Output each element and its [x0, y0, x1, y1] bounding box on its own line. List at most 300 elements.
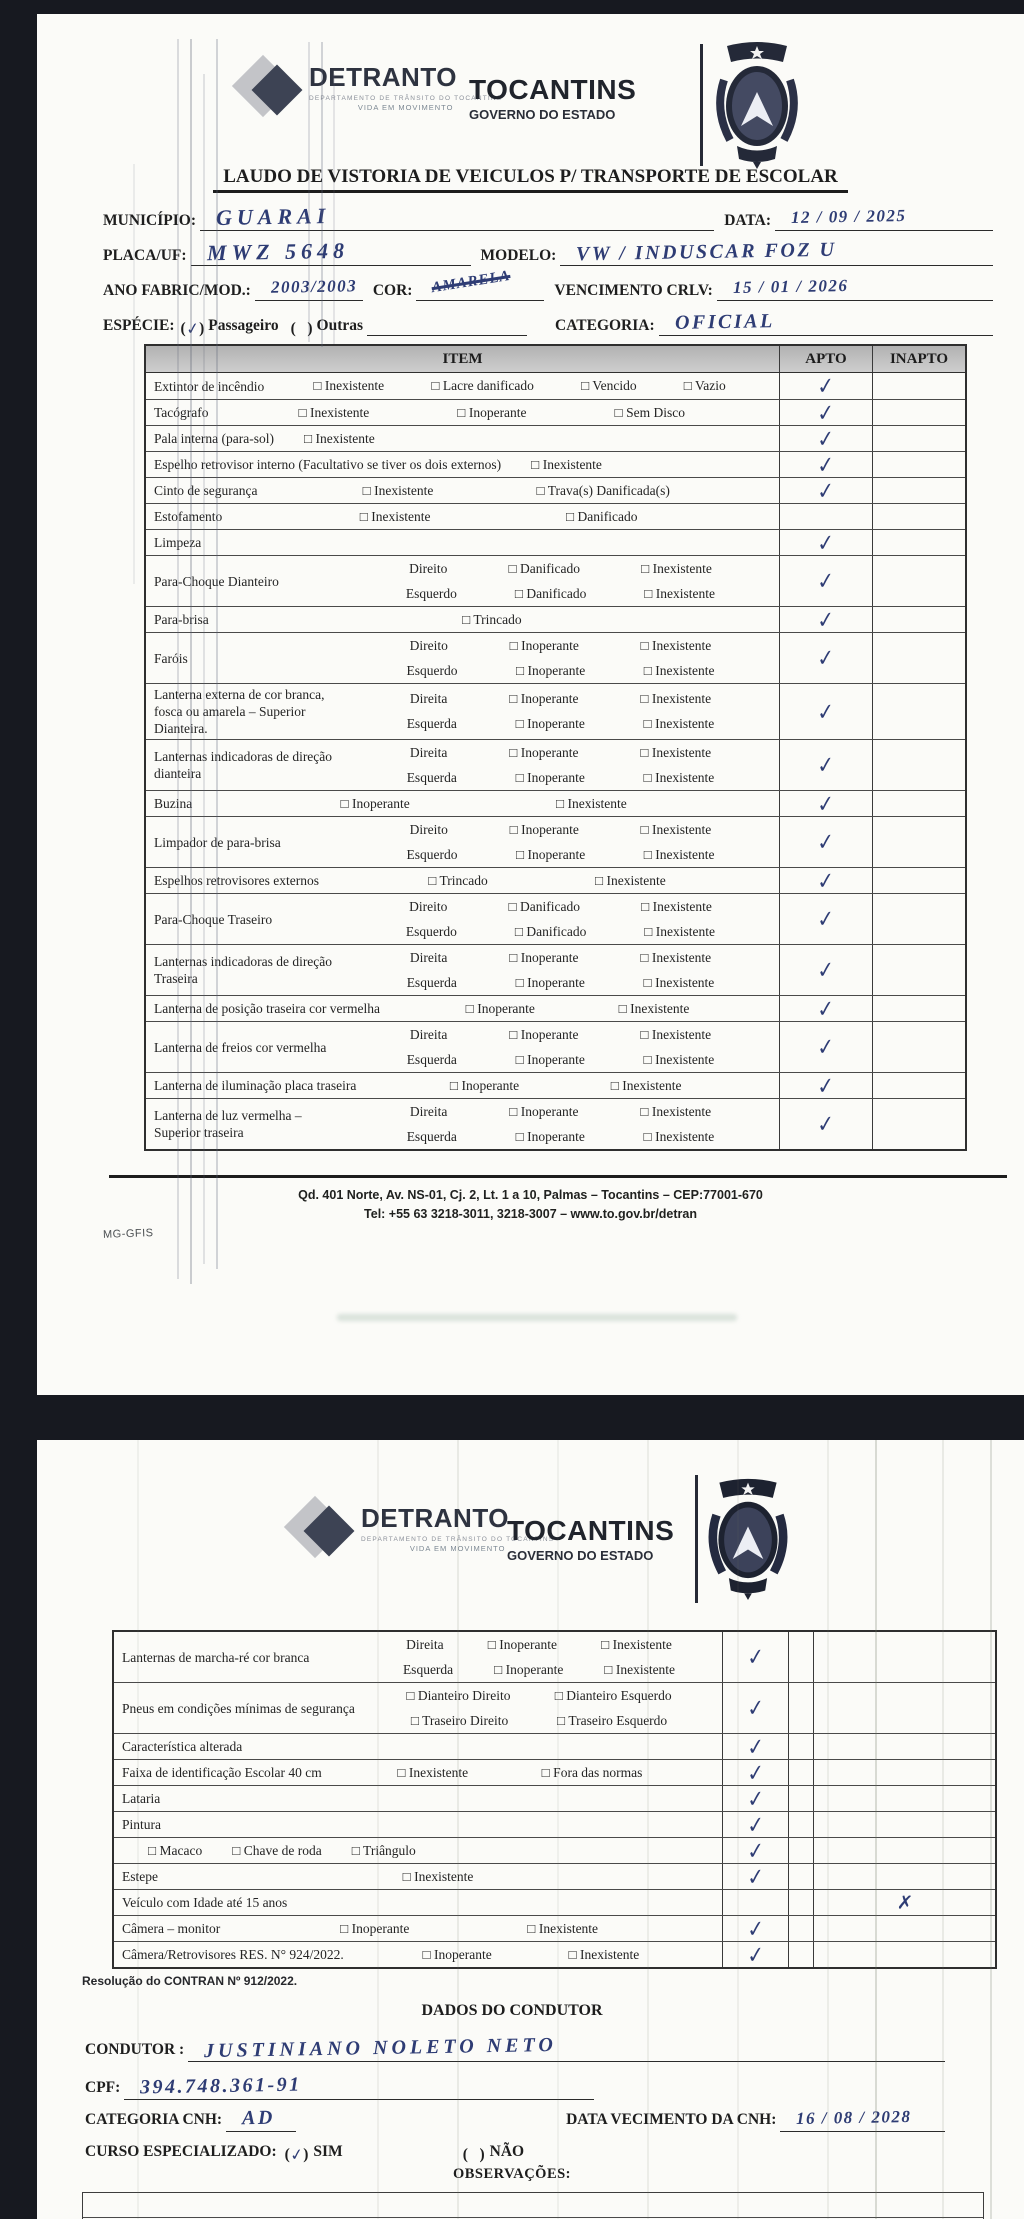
item-options: [266, 374, 773, 399]
option: Direita: [409, 949, 448, 965]
inapto-cell: [813, 1864, 995, 1889]
option-line: [348, 556, 773, 581]
document-page-2: [37, 1440, 1024, 2219]
option: □ Inoperante: [509, 1103, 579, 1119]
inapto-cell: [872, 426, 965, 451]
page1-header: [37, 36, 1024, 186]
option: □ Inexistente: [640, 691, 712, 706]
categoria-cnh-value: AD: [226, 2105, 296, 2132]
item-cell: [146, 400, 779, 425]
item-label: Tacógrafo: [154, 405, 209, 420]
item-options: [348, 817, 773, 867]
spacer-cell: [788, 1890, 813, 1915]
inapto-cell: [872, 791, 965, 816]
inspection-table-page2: [112, 1630, 997, 1969]
option: □ Inexistente: [644, 923, 716, 939]
inapto-cell: [872, 1099, 965, 1149]
check-mark: ✓: [746, 1810, 765, 1839]
document-page-1: [37, 14, 1024, 1395]
spacer-cell: [788, 1683, 813, 1733]
scan-smudge: [337, 1314, 737, 1321]
item-options: [348, 945, 773, 995]
table-row: [114, 1785, 995, 1811]
apto-cell: [722, 1632, 788, 1682]
option: □ Traseiro Direito: [410, 1712, 509, 1728]
option: □ Danificado: [514, 923, 587, 939]
driver-section-title: DADOS DO CONDUTOR: [421, 2002, 603, 2019]
option: □ Dianteiro Esquerdo: [554, 1687, 672, 1703]
check-mark: ✓: [816, 528, 836, 557]
column-header: APTO: [779, 346, 872, 372]
check-mark: ✓: [816, 1071, 836, 1100]
option: □ Inexistente: [594, 872, 666, 888]
option: □ Inexistente: [402, 1868, 474, 1884]
option: Direito: [409, 560, 448, 576]
item-label: Pala interna (para-sol): [154, 431, 274, 446]
especie-outras-line: [367, 309, 527, 336]
item-cell: [114, 1786, 722, 1811]
item-cell: [114, 1632, 722, 1682]
option: Direita: [406, 1636, 444, 1652]
apto-cell: [779, 791, 872, 816]
option: Esquerdo: [405, 585, 457, 601]
option: Esquerda: [406, 1051, 457, 1067]
apto-cell: [779, 478, 872, 503]
spacer-cell: [788, 1916, 813, 1941]
option: □ Inexistente: [643, 769, 715, 785]
item-label: Lanterna de posição traseira cor vermelha: [154, 1001, 381, 1016]
ano-value: 2003/2003: [255, 274, 363, 301]
option: □ Danificado: [514, 585, 587, 601]
apto-cell: [779, 868, 872, 893]
vencimento-crlv-value: 15 / 01 / 2026: [717, 274, 993, 301]
check-mark: ✓: [746, 1643, 765, 1671]
option-line: [348, 740, 773, 765]
option: □ Inexistente: [303, 430, 375, 446]
option-line: [348, 945, 773, 970]
spacer-cell: [788, 1864, 813, 1889]
option: □ Inexistente: [359, 508, 431, 524]
item-cell: [146, 740, 779, 790]
option: Direito: [409, 637, 448, 653]
field-row-cpf: [85, 2070, 955, 2100]
option: Direita: [409, 1026, 448, 1042]
option-line: [259, 478, 773, 503]
option: Esquerda: [406, 974, 457, 990]
apto-cell: [722, 1838, 788, 1863]
spacer-cell: [788, 1760, 813, 1785]
option: □ Inoperante: [487, 1636, 557, 1652]
inapto-cell: [813, 1786, 995, 1811]
inapto-cell: [872, 945, 965, 995]
option: □ Inexistente: [644, 585, 716, 601]
table-row: [146, 683, 965, 739]
option: Direita: [409, 1103, 448, 1119]
check-mark: ✗: [895, 1890, 914, 1915]
item-label: Faróis: [154, 650, 188, 666]
item-label: Faixa de identificação Escolar 40 cm: [122, 1765, 322, 1780]
option: □ Danificado: [508, 560, 580, 576]
item-cell: [146, 426, 779, 451]
inapto-cell: [872, 996, 965, 1021]
check-mark: ✓: [746, 1914, 765, 1943]
table-row: [146, 529, 965, 555]
item-options: [348, 556, 773, 606]
field-row-categoria-cnh: [85, 2102, 955, 2132]
item-options: [362, 1683, 716, 1733]
item-cell: [146, 1073, 779, 1098]
option: □ Inoperante: [422, 1946, 492, 1962]
table-row: [114, 1682, 995, 1733]
inapto-cell: [872, 400, 965, 425]
option: Esquerda: [406, 1128, 457, 1144]
spacer-cell: [788, 1812, 813, 1837]
field-row-condutor: [85, 2032, 955, 2062]
option: □ Inoperante: [515, 1128, 585, 1144]
option: □ Inoperante: [509, 744, 579, 760]
item-options: [531, 452, 602, 477]
item-label: Estepe: [122, 1869, 158, 1884]
option: Direita: [409, 744, 448, 760]
apto-cell: [779, 945, 872, 995]
option-line: [531, 452, 602, 477]
table-row: [114, 1733, 995, 1759]
curso-sim-check: ✓: [288, 2144, 305, 2165]
option: □ Inoperante: [509, 1026, 579, 1042]
option-line: [348, 894, 773, 919]
item-label: Lataria: [122, 1791, 161, 1806]
item-cell: [114, 1916, 722, 1941]
item-cell: [146, 791, 779, 816]
apto-cell: [779, 817, 872, 867]
option: □ Inoperante: [465, 1000, 535, 1016]
check-mark: ✓: [816, 372, 836, 400]
option: □ Inexistente: [568, 1946, 640, 1962]
table-row: [146, 399, 965, 425]
item-label: Lanterna de luz vermelha – Superior traseira: [154, 1108, 302, 1140]
apto-cell: [779, 530, 872, 555]
vencimento-cnh-label: DATA VECIMENTO DA CNH:: [566, 2111, 777, 2128]
item-cell: [114, 1760, 722, 1785]
option-line: [348, 1022, 773, 1047]
apto-cell: [779, 452, 872, 477]
table-row: [146, 555, 965, 606]
inapto-cell: [813, 1683, 995, 1733]
item-label: Espelhos retrovisores externos: [154, 873, 319, 888]
option: Esquerda: [406, 716, 457, 731]
option: □ Lacre danificado: [431, 378, 534, 393]
item-label: Pneus em condições mínimas de segurança: [122, 1700, 355, 1716]
table-row: [146, 790, 965, 816]
item-label: Para-Choque Traseiro: [154, 911, 273, 927]
apto-cell: [722, 1864, 788, 1889]
inapto-cell: [872, 556, 965, 606]
option-line: [348, 1124, 773, 1149]
government-wordmark: TOCANTINS GOVERNO DO ESTADO: [469, 74, 637, 122]
apto-cell: [779, 1073, 872, 1098]
apto-cell: [722, 1916, 788, 1941]
option: □ Inexistente: [640, 1103, 712, 1119]
footer-rule: [109, 1175, 1007, 1178]
item-cell: [114, 1683, 722, 1733]
item-cell: [146, 530, 779, 555]
document-title: LAUDO DE VISTORIA DE VEICULOS P/ TRANSPORTE DE ESCOLAR: [37, 166, 1024, 193]
option: □ Inoperante: [515, 846, 586, 862]
curso-nao-label: NÃO: [489, 2143, 525, 2160]
inapto-cell: [872, 868, 965, 893]
option: □ Inexistente: [531, 456, 602, 472]
option: □ Inexistente: [640, 744, 712, 760]
table-row: [146, 1021, 965, 1072]
detran-logo-text: DETRANTO: [361, 1503, 509, 1533]
option: □ Inexistente: [643, 1051, 715, 1067]
option: □ Inoperante: [509, 637, 579, 653]
inspection-table-page1: [144, 344, 967, 1151]
option: □ Inoperante: [449, 1077, 520, 1093]
municipio-label: MUNICÍPIO:: [103, 212, 196, 229]
option-line: [222, 1916, 716, 1941]
ano-label: ANO FABRIC/MOD.:: [103, 282, 251, 299]
item-cell: [146, 452, 779, 477]
option: Esquerdo: [406, 662, 458, 678]
apto-cell: [722, 1786, 788, 1811]
item-options: [160, 1864, 716, 1889]
check-mark: ✓: [816, 1033, 836, 1061]
check-mark: ✓: [746, 1694, 765, 1722]
option: □ Inoperante: [457, 404, 527, 420]
inapto-cell: [813, 1890, 995, 1915]
check-mark: ✓: [816, 1110, 836, 1138]
option-line: [358, 1073, 773, 1098]
option: □ Inoperante: [509, 949, 579, 965]
inapto-cell: [813, 1838, 995, 1863]
check-mark: ✓: [816, 994, 836, 1023]
item-cell: [146, 504, 779, 529]
spacer-cell: [788, 1942, 813, 1967]
item-label: Limpeza: [154, 535, 202, 550]
item-options: [346, 1942, 716, 1967]
especie-passageiro-label: Passageiro: [208, 317, 279, 334]
option-line: [224, 504, 773, 529]
spacer-cell: [788, 1632, 813, 1682]
footer-address: Qd. 401 Norte, Av. NS-01, Cj. 2, Lt. 1 a 10, Palmas – Tocantins – CEP:77001-670: [298, 1188, 763, 1202]
option-line: [348, 633, 773, 658]
inapto-cell: [813, 1760, 995, 1785]
table-row: [146, 893, 965, 944]
apto-cell: [779, 400, 872, 425]
field-row-placa: [103, 237, 1003, 268]
item-cell: [146, 996, 779, 1021]
item-label: Buzina: [154, 796, 193, 811]
inapto-cell: [813, 1734, 995, 1759]
curso-label: CURSO ESPECIALIZADO:: [85, 2143, 277, 2160]
item-cell: [146, 1022, 779, 1072]
apto-cell: [779, 996, 872, 1021]
item-options: [194, 791, 773, 816]
option: Esquerdo: [405, 923, 457, 939]
table-header-row: [146, 346, 965, 373]
check-mark: ✓: [816, 476, 836, 505]
item-cell: [146, 607, 779, 632]
apto-cell: [722, 1683, 788, 1733]
option: □ Sem Disco: [614, 404, 685, 420]
table-row: [146, 373, 965, 399]
spacer-cell: [788, 1734, 813, 1759]
option: □ Inexistente: [604, 1661, 676, 1677]
item-cell: [146, 817, 779, 867]
especie-label: ESPÉCIE:: [103, 317, 175, 334]
field-row-ano: [103, 267, 1003, 303]
check-mark: ✓: [816, 697, 836, 726]
option: □ Trincado: [428, 872, 488, 888]
check-mark: ✓: [746, 1862, 765, 1891]
option: □ Dianteiro Direito: [406, 1687, 511, 1703]
option-line: [348, 1047, 773, 1072]
item-options: [348, 894, 773, 944]
option-line: [362, 1632, 716, 1657]
item-label: Lanternas de marcha-ré cor branca: [122, 1649, 310, 1665]
option: □ Inexistente: [610, 1077, 682, 1093]
option: □ Inexistente: [643, 716, 715, 731]
item-label: Para-Choque Dianteiro: [154, 573, 279, 589]
inapto-cell: [813, 1632, 995, 1682]
table-row: [146, 606, 965, 632]
categoria-cnh-label: CATEGORIA CNH:: [85, 2111, 223, 2128]
item-label: Característica alterada: [122, 1739, 243, 1754]
spacer-cell: [788, 1838, 813, 1863]
inapto-cell: [872, 1022, 965, 1072]
option: □ Vazio: [683, 378, 726, 393]
option-line: [348, 712, 773, 737]
detran-logo-text: DETRANTO: [309, 62, 457, 92]
municipio-value: GUARAI: [200, 204, 714, 231]
check-mark: ✓: [816, 905, 836, 933]
inapto-cell: [813, 1942, 995, 1967]
field-row-curso: CURSO ESPECIALIZADO: ( ✓ ) SIM ( ) NÃO: [85, 2134, 955, 2164]
vencimento-cnh-value: 16 / 08 / 2028: [780, 2105, 945, 2132]
table-row: [146, 632, 965, 683]
option-line: [194, 791, 773, 816]
item-cell: [146, 868, 779, 893]
item-label: Lanterna externa de cor branca, fosca ou amarela – Superior Dianteira.: [154, 687, 325, 736]
check-mark: ✓: [816, 605, 836, 634]
option: □ Trincado: [462, 611, 522, 627]
option: Direito: [409, 821, 448, 837]
apto-cell: [722, 1760, 788, 1785]
check-mark: ✓: [746, 1758, 765, 1787]
option: □ Inexistente: [298, 404, 370, 420]
table-row: [146, 477, 965, 503]
inapto-cell: [872, 894, 965, 944]
check-mark: ✓: [816, 398, 836, 427]
detran-diamond-icon: [289, 1495, 355, 1561]
option: □ Inoperante: [515, 769, 585, 785]
option: □ Inexistente: [313, 378, 385, 393]
item-options: [358, 1073, 773, 1098]
option: □ Inoperante: [509, 691, 579, 706]
check-mark: ✓: [746, 1940, 765, 1969]
footer-phone: Tel: +55 63 3218-3011, 3218-3007 – www.to.gov.br/detran: [364, 1207, 697, 1221]
categoria-label: CATEGORIA:: [555, 317, 655, 334]
option: □ Triângulo: [351, 1842, 416, 1858]
option-line: [382, 996, 773, 1021]
item-label: Cinto de segurança: [154, 483, 258, 498]
option: □ Inoperante: [515, 1051, 585, 1067]
table-row: [146, 503, 965, 529]
header-divider: [700, 44, 703, 166]
especie-outras-label: Outras: [316, 317, 364, 334]
header-divider: [695, 1475, 698, 1603]
item-cell: [146, 373, 779, 399]
table-row: [114, 1811, 995, 1837]
table-row: [114, 1837, 995, 1863]
option-line: [348, 817, 773, 842]
option-line: [148, 1838, 416, 1863]
cor-label: COR:: [372, 282, 413, 299]
option: □ Danificado: [508, 898, 580, 914]
option: □ Inexistente: [640, 821, 712, 837]
option: □ Inexistente: [640, 1026, 712, 1042]
option-line: [348, 970, 773, 995]
apto-cell: [779, 894, 872, 944]
vencimento-crlv-label: VENCIMENTO CRLV:: [554, 282, 713, 299]
option: □ Inexistente: [641, 898, 712, 914]
option: □ Inexistente: [641, 560, 712, 576]
vehicle-fields: [103, 203, 1003, 339]
item-label: Estofamento: [154, 509, 223, 524]
option: □ Danificado: [565, 508, 638, 524]
check-mark: ✓: [816, 828, 836, 856]
check-mark: ✓: [746, 1784, 765, 1813]
item-options: [222, 1916, 716, 1941]
item-options: [348, 1099, 773, 1149]
option: □ Trava(s) Danificada(s): [536, 482, 670, 498]
option-line: [266, 374, 773, 399]
item-options: [211, 607, 773, 632]
inapto-cell: [872, 530, 965, 555]
option-line: [348, 658, 773, 683]
table-row: [146, 867, 965, 893]
item-cell: [146, 945, 779, 995]
item-cell: [114, 1838, 722, 1863]
item-label: Limpador de para-brisa: [154, 834, 281, 850]
item-cell: [114, 1864, 722, 1889]
page2-header: [37, 1470, 1024, 1620]
option: □ Inoperante: [515, 662, 586, 678]
option-line: [346, 1942, 716, 1967]
option: □ Inoperante: [494, 1661, 564, 1677]
item-cell: [146, 894, 779, 944]
item-options: [324, 1760, 716, 1785]
item-label: Lanternas indicadoras de direção Traseira: [154, 954, 333, 986]
table-row: [146, 1098, 965, 1149]
apto-cell: [779, 556, 872, 606]
check-mark: ✓: [816, 866, 836, 895]
option: □ Fora das normas: [541, 1764, 643, 1780]
item-options: [224, 504, 773, 529]
option: □ Inexistente: [362, 482, 434, 498]
option: Esquerda: [406, 769, 457, 785]
apto-cell: [722, 1812, 788, 1837]
tocantins-coat-of-arms-icon: [705, 1475, 791, 1601]
detran-logo-slogan: VIDA EM MOVIMENTO: [357, 103, 454, 112]
option-line: [362, 1683, 716, 1708]
option: □ Inexistente: [640, 637, 712, 653]
condutor-value: JUSTINIANO NOLETO NETO: [188, 2035, 945, 2062]
form-code: MG-GFIS: [102, 1227, 154, 1241]
placa-label: PLACA/UF:: [103, 247, 187, 264]
option: □ Inexistente: [640, 949, 712, 965]
